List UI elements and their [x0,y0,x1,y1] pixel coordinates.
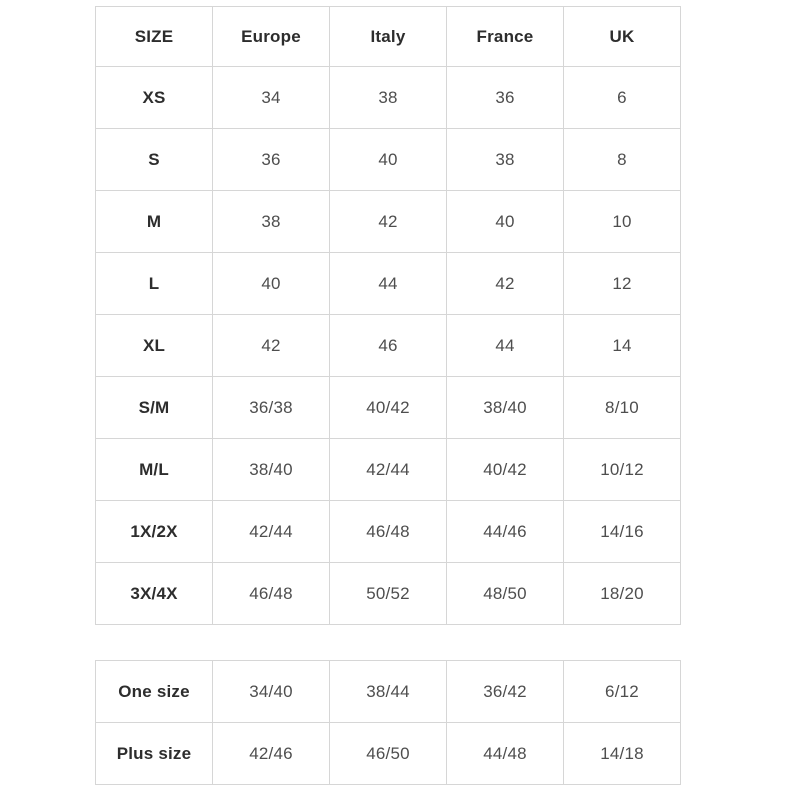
size-row-label: XS [96,67,213,129]
size-value-cell: 40/42 [447,439,564,501]
size-value-cell: 42/44 [213,501,330,563]
table-row [96,253,681,315]
size-value-cell: 14/18 [564,723,681,785]
size-value-cell: 42 [330,191,447,253]
size-value-cell: 38/40 [213,439,330,501]
column-header: UK [564,7,681,67]
size-value-cell: 10/12 [564,439,681,501]
size-conversion-table-head [96,7,681,67]
size-value-cell: 36 [213,129,330,191]
size-row-label: S/M [96,377,213,439]
size-value-cell: 6 [564,67,681,129]
table-gap [95,625,681,660]
size-value-cell: 6/12 [564,661,681,723]
size-value-cell: 44/48 [447,723,564,785]
column-header: SIZE [96,7,213,67]
size-value-cell: 36/38 [213,377,330,439]
table-row [96,315,681,377]
table-row [96,67,681,129]
special-sizes-table [95,660,681,785]
size-value-cell: 38 [330,67,447,129]
size-value-cell: 10 [564,191,681,253]
size-value-cell: 42 [213,315,330,377]
table-row [96,377,681,439]
size-value-cell: 48/50 [447,563,564,625]
special-sizes-table-body [96,661,681,785]
size-chart [95,6,681,785]
size-value-cell: 40 [447,191,564,253]
size-row-label: Plus size [96,723,213,785]
table-row [96,661,681,723]
size-value-cell: 46/48 [330,501,447,563]
size-value-cell: 44 [330,253,447,315]
size-row-label: 1X/2X [96,501,213,563]
size-value-cell: 40 [330,129,447,191]
table-row [96,723,681,785]
size-value-cell: 46/48 [213,563,330,625]
size-row-label: One size [96,661,213,723]
size-value-cell: 38 [213,191,330,253]
size-value-cell: 40/42 [330,377,447,439]
size-row-label: L [96,253,213,315]
size-value-cell: 38/40 [447,377,564,439]
column-header: France [447,7,564,67]
size-value-cell: 44 [447,315,564,377]
size-value-cell: 34 [213,67,330,129]
size-value-cell: 34/40 [213,661,330,723]
table-row [96,439,681,501]
size-row-label: 3X/4X [96,563,213,625]
header-row [96,7,681,67]
size-row-label: M [96,191,213,253]
column-header: Italy [330,7,447,67]
table-row [96,563,681,625]
size-value-cell: 38/44 [330,661,447,723]
size-value-cell: 14 [564,315,681,377]
size-value-cell: 18/20 [564,563,681,625]
size-value-cell: 14/16 [564,501,681,563]
size-value-cell: 8/10 [564,377,681,439]
size-conversion-table [95,6,681,625]
size-value-cell: 46/50 [330,723,447,785]
size-row-label: S [96,129,213,191]
size-conversion-table-body [96,67,681,625]
table-row [96,191,681,253]
size-value-cell: 42 [447,253,564,315]
size-value-cell: 46 [330,315,447,377]
size-row-label: M/L [96,439,213,501]
table-row [96,501,681,563]
size-row-label: XL [96,315,213,377]
size-value-cell: 42/44 [330,439,447,501]
size-value-cell: 50/52 [330,563,447,625]
table-row [96,129,681,191]
size-value-cell: 40 [213,253,330,315]
size-value-cell: 36 [447,67,564,129]
size-value-cell: 8 [564,129,681,191]
size-value-cell: 44/46 [447,501,564,563]
size-value-cell: 42/46 [213,723,330,785]
size-value-cell: 12 [564,253,681,315]
size-value-cell: 36/42 [447,661,564,723]
size-value-cell: 38 [447,129,564,191]
column-header: Europe [213,7,330,67]
